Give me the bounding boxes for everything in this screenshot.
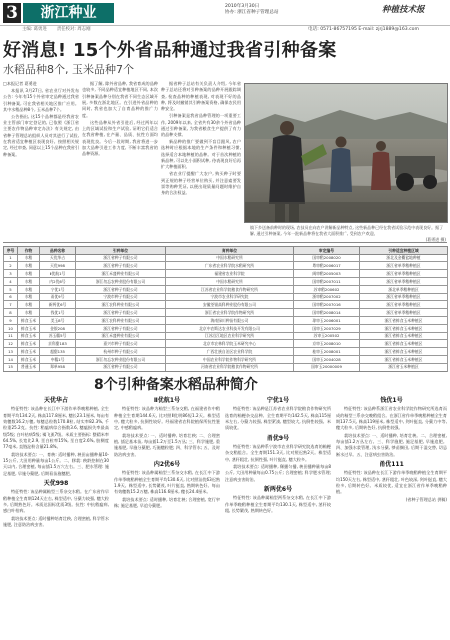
table-cell: 国审玉2007029 [294,324,360,332]
table-cell: 4 [4,278,18,286]
table-cell: 浙江省种子有限公司 [76,254,166,262]
header-meta [225,4,365,16]
variety-title: 甬优9号 [266,434,290,442]
table-row [4,356,448,364]
table-header-row [4,247,448,255]
table-cell: 浙江省种子有限公司 [76,262,166,270]
co-host: 协办: 浙江省种子管理总站 [225,10,279,16]
table-cell: 8 [4,309,18,317]
table-cell: 浙江省单季稻种植区 [360,309,448,317]
table-body [4,254,448,371]
table-row [4,301,448,309]
variety-text: 特征特性: 该品种在长江下游作单季晚稻种植全生育期平均150天左右, 株型适中, 茎秆粗壮, 叶色较深, 剑叶挺直, 穗大粒多, 后期转色好。米质较优, 适宜在浙江省作单季晚稻种植。 [336,470,447,495]
table-cell: 江苏省农业科学院粮食作物研究所 [166,285,294,293]
variety-text: 栽培技术要点: 一、育秧: 适时播种, 秧田亩播种量10-15公斤, 大田用种量每亩1公斤。二、移栽: 秧龄控制在30天以内, 合理密植, 每亩插1.5万穴左右。三、肥水管理: 施足基肥, 早施分蘖肥, 后期看苗施穗肥。 [3,451,109,476]
section-title: 浙江种业 [23,3,114,23]
lead-para: 这些品种从外省引进后, 经过两年以上的区域试验和生产试验, 证明它们适合在我省种植, 在产量、品质、抗性方面均表现优良。今后一段时期, 我省将进一步加大品种引进工作力度, 不断丰富我省的品种资源。 [82,119,158,157]
lead-para: 据省种子总站有关负责人介绍, 今年省种子总站还将对引种备案的品种开展跟踪调查, 检查品种的种植表现, 对表现不好的品种, 将及时撤销其引种备案资格, 确保农民用种安全。 [161,81,241,112]
table-cell: 浙江省单季稻种植区 [360,293,448,301]
lead-col-3 [161,81,241,241]
table-cell: 水稻 [18,309,40,317]
lead-para: 引种备案是我省品种管理的一项重要工作, 2009年以来, 全省共有30余个外省品种通过引种备案, 为我省粮食生产提供了有力的品种支撑。 [161,113,241,138]
table-cell: 2 [4,262,18,270]
table-cell: 水稻 [18,262,40,270]
variety-text: 特征特性: 该品种在长江中下游作单季晚稻种植, 全生育期平均134.2天, 株高117.8厘米, 穗长23.1厘米, 每亩有效穗数16.2万穗, 每穗总粒数170.8粒, 结实率82.3%, 千粒重25.2克。抗性: 稻瘟病综合指数3.6, 穗瘟损失率最高级5级; 白叶枯病5级; 褐飞虱7级。米质主要指标: 整精米率64.5%, 长宽比2.9, 垩白粒率15%, 垩白度2.6%, 胶稠度77毫米, 直链淀粉含量21.8%。 [3,406,109,450]
table-cell: 闽审稻2005003 [294,270,360,278]
bottom-col-4 [336,394,447,640]
variety-title: 宁优1号 [266,397,290,404]
issue-date: 2010年3月30日 [225,4,260,9]
table-cell: 水稻 [18,270,40,278]
table-cell: 天优998 [40,262,76,270]
table-cell: 琼审玉2006001 [294,317,360,325]
variety-text: 栽培技术要点: 适时播种培育壮秧, 合理密植, 科学管水施肥, 注意防治病虫害。 [3,515,109,528]
table-cell: 浙江省单季稻种植区 [360,278,448,286]
table-cell: 6 [4,293,18,301]
table-cell: 浙江勿忘农种业股份有限公司 [76,356,166,364]
variety-title: 天优华占 [43,397,68,404]
variety-text: 特征特性: 该品种属籼型三系杂交水稻。在广东省作早稻种植全生育期124天左右, 株型适中, 分蘖力较强, 穗大粒多, 后期熟色好。米质达国标优质3级。抗性: 中抗稻瘟病, 感白叶枯病。 [3,489,109,514]
table-cell: 普通玉米 [18,363,40,371]
table-cell: 国审稻2007011 [294,278,360,286]
variety-text: 特征特性: 该品种为籼型三系杂交稻, 在福建省作中稻种植全生育期144.6天, 比对照Ⅱ优明86短1.2天。株型适中, 穗大粒多, 抗倒性较好。经福建省农科院植保所抗性鉴定, 中感稻瘟病。 [114,406,220,431]
table-cell: 国审稻2007016 [294,301,360,309]
table-cell: 京审玉2008010 [294,340,360,348]
table-cell: 福建省农业科学院 [166,270,294,278]
lead-col-2 [82,81,158,241]
variety-title: 钱优1号 [380,397,403,404]
table-cell: 浙江省种子有限公司 [76,309,166,317]
table-header-cell: 引种单位 [76,247,166,255]
table-cell: 天优华占 [40,254,76,262]
table-cell: 浙江省单季稻种植区 [360,270,448,278]
table-cell: 桂审玉2008001 [294,348,360,356]
table-cell: 浙江省农业科学院作物研究所 [166,309,294,317]
lead-para: 公告指出, 这15个品种都是经我省农业主管部门审定登记的, 已依照《浙江省主要农作物品种审定办法》有关规定, 由省种子管理总站组织人员对其进行了试验, 在我省适宜种植区表现良好。按照相关规定, 经过审查, 同意以上15个品种在我省引种备案。 [3,113,79,157]
table-cell: 水稻 [18,254,40,262]
contact-line[interactable]: 电话: 0571-86757195 E-mail: zjrj1889@163.com [308,27,419,32]
table-cell: 浙江禾盛种业有限公司 [76,270,166,278]
table-cell: 苏玉糯5号 [40,332,76,340]
table-cell: 广东省农业科学院水稻研究所 [166,262,294,270]
table-cell: 内2优6号 [40,278,76,286]
table-header-cell: 审定编号 [294,247,360,255]
table-row [4,309,448,317]
table-cell: 海南绿川种苗有限公司 [166,317,294,325]
table-cell: 浙江省鲜食玉米种植区 [360,332,448,340]
table-cell: 浙江省鲜食玉米种植区 [360,324,448,332]
varieties-table [3,246,448,372]
table-cell: 江苏沿江地区农业科学研究所 [166,332,294,340]
table-cell: 浙江省单季稻种植区 [360,301,448,309]
bottom-col-2 [114,394,220,640]
table-cell: 中国水稻研究所 [166,254,294,262]
table-cell: 浙江省种子有限公司 [76,324,166,332]
table-cell: 浙江农科种业有限公司 [76,301,166,309]
table-cell: 钱优1号 [40,309,76,317]
lead-headline: 好消息! 15个外省品种通过我省引种备案 [3,40,337,61]
lead-col-1 [3,81,79,241]
table-row [4,293,448,301]
table-cell: 国审玉20000009 [294,363,360,371]
variety-text: 特征特性: 该品种属籼型三系杂交水稻, 在长江中下游作单季晚稻种植全生育期平均130.6天, 比对照汕优63迟熟1.9天。株型适中, 长势繁茂, 叶片挺直, 熟期转色好。每亩有效穗数15.2万穗, 株高116.6厘米, 穗长24.4厘米。 [114,470,220,495]
table-row [4,348,448,356]
table-header-cell: 品种名称 [40,247,76,255]
table-cell: 河南省农业科学院粮食作物研究所 [166,363,294,371]
table-row [4,270,448,278]
table-cell: 14 [4,356,18,364]
table-row [4,262,448,270]
table-cell: 苏审玉200502 [294,332,360,340]
table-row [4,324,448,332]
table-cell: 鲜食玉米 [18,332,40,340]
photo-credit: (葛勇进 摄) [425,237,446,242]
table-cell: 广西壮族自治区农业科学院 [166,348,294,356]
table-cell: 5 [4,285,18,293]
table-cell: 鲜食玉米 [18,356,40,364]
table-cell: 中糯1号 [40,356,76,364]
table-row [4,317,448,325]
table-cell: 浙江省种子有限公司 [76,285,166,293]
table-cell: 浙江省玉米种植区 [360,363,448,371]
bottom-col-1 [3,394,109,640]
variety-text: 特征特性: 该品种系浙江省农业科学院作物研究所选育而成的籼型三系杂交晚稻组合。在浙江省作单季晚稻种植全生育期137.5天, 株高119厘米, 株型适中, 剑叶挺直, 分蘖力中等, 穗大粒多, 后期转色好, 抗倒性较强。 [336,406,447,431]
table-cell: 浙江省种子有限公司 [76,363,166,371]
variety-title: Ⅱ优航1号 [153,397,181,404]
table-cell: 浙江省鲜食玉米种植区 [360,348,448,356]
table-cell: 嘉兴市种子有限公司 [76,340,166,348]
editor-line [22,27,90,33]
table-cell: 3 [4,270,18,278]
table-cell: 13 [4,348,18,356]
variety-text: 栽培技术要点: 一、适时播种, 培育壮秧。二、合理密植, 每亩插1.2万丛左右。三、科学施肥, 施足基肥, 早施追肥。四、加强水浆管理, 浅水分蘖, 够苗搁田, 后期干湿交替, 切忌断水过早。五、注意病虫害防治。 [336,432,447,457]
variety-title: 内2优6号 [153,461,181,469]
table-cell: 鲜食玉米 [18,324,40,332]
table-row [4,332,448,340]
divider [3,242,447,243]
table-cell: Ⅱ优航1号 [40,270,76,278]
table-cell: 9 [4,317,18,325]
table-cell: 国审稻2008014 [294,309,360,317]
table-cell: 安徽荃银高科种业股份有限公司 [166,301,294,309]
table-cell: 鲜食玉米 [18,348,40,356]
variety-text: 栽培技术要点: 适时播种, 培育壮秧; 合理密植, 宽行窄株; 施足基肥, 早追分蘖肥。 [114,496,220,509]
table-cell: 北京中农斯达农业科技开发有限公司 [166,324,294,332]
table-row [4,363,448,371]
table-cell: 浙江禾盛种业有限公司 [76,332,166,340]
table-cell: 鲜食玉米 [18,340,40,348]
variety-title: 新两优6号 [263,486,293,494]
variety-text: 特征特性: 该品种系宁波市农业科学研究院选育的籼粳杂交稻组合。全生育期151.3天, 比对照迟熟2天。株型适中, 茎秆粗壮, 抗倒性强, 叶片挺直, 穗大粒多。 [225,443,331,462]
lead-para: 本报讯 3月27日, 省农业厅对外发布公告: 今年有15个外省审定品种通过我省引种备案, 可在我省相关地区推广应用。其中水稻品种8个, 玉米品种7个。 [3,87,79,112]
table-cell: 水稻 [18,293,40,301]
table-header-cell: 引种适宜种植区域 [360,247,448,255]
article-footer: (省种子管理总站 供稿) [405,496,447,502]
table-row [4,254,448,262]
table-cell: 浙北单季稻种植区 [360,285,448,293]
page-header [0,0,450,26]
table-cell: 浙江省单季稻种植区 [360,262,448,270]
table-cell: 浙江勿忘农种业股份有限公司 [76,278,166,286]
table-cell: 郑单958 [40,363,76,371]
lead-subhead: 水稻品种8个, 玉米品种7个 [3,63,134,76]
variety-text: 栽培技术要点: 一、适时播种, 培育壮秧; 二、合理密植, 插足基本苗, 每亩插1.2万至1.5万丛; 三、科学施肥, 重施基肥, 早施分蘖肥, 巧施穗粒肥; 四、科学管水; 五、及时防治病虫害。 [114,432,220,457]
farmers-field-photo [245,84,448,223]
table-cell: 宁波市农业科学研究院 [166,293,294,301]
table-cell: 水稻 [18,278,40,286]
variety-text: 特征特性: 该品种是江苏省农业科学院粮食作物研究所选育的籼粳杂交品种。全生育期平均142.5天, 株高115厘米左右, 分蘖力较强, 株型紧凑, 穗型较大, 抗倒性较强。米质较优。 [225,406,331,431]
table-cell: 宁波市种子有限公司 [76,293,166,301]
table-cell: 金银208 [40,324,76,332]
variety-title: 天优998 [43,480,69,488]
lead-para: 新品种的推广要做到不盲目跟风, 农户选种时应根据本地的生产条件和种植习惯, 选择适合本地种植的品种。对于首次种植的新品种, 可以先小面积试种, 待表现良好后再扩大种植面积。 [161,139,241,170]
lead-photo [244,83,448,223]
table-cell: 浙江省鲜食玉米种植区 [360,356,448,364]
table-cell: 超甜135 [40,348,76,356]
table-cell: 鲜食玉米 [18,317,40,325]
table-cell: 浙江省鲜食玉米种植区 [360,340,448,348]
masthead-logo: 种植技术报 [382,5,425,15]
table-cell: 京科甜183 [40,340,76,348]
table-cell: 甬优9号 [40,293,76,301]
table-cell: 浙江省鲜食玉米种植区 [360,317,448,325]
editor: 主编: 葛勇进 [22,27,47,32]
table-cell: 新两优6号 [40,301,76,309]
byline: □本报记者 葛勇进 [3,81,37,86]
lead-para: 省农业厅提醒广大农户, 购买种子时要到正规的种子经营单位购买, 并注意索要发票等购种凭证, 以便出现质量问题时维护自身的合法权益。 [161,171,241,196]
table-cell: 美玉8号 [40,317,76,325]
table-row [4,285,448,293]
table-cell: 宁优1号 [40,285,76,293]
divider [3,371,447,372]
variety-text: 特征特性: 该品种属籼型两系杂交水稻, 在长江中下游作单季晚稻种植全生育期平均130.1天, 株型适中, 茎秆较粗, 长势繁茂, 熟期转色好。 [225,495,331,514]
variety-text: 栽培技术要点: 适时播种, 稀播匀播, 秧田播种量每亩8公斤, 大田用种量每亩0.75公斤; 合理密植; 科学肥水管理; 注意病虫害防治。 [225,464,331,482]
table-cell: 浙北及金衢盆地种植 [360,254,448,262]
table-row [4,340,448,348]
lead-para: 据了解, 除外省品种, 我省育成的品种也较多, 不同品种适宜种植地区不同, 本次引种备案品种分别在我省不同生态区域开展, 多数在浙北地区。在引进外省品种的同时, 我省也加大了自育品种的推广力度。 [82,81,158,118]
table-cell: 中国水稻研究所 [166,278,294,286]
table-cell: 15 [4,363,18,371]
table-cell: 北京市农林科学院玉米研究中心 [166,340,294,348]
table-header-cell: 作物 [18,247,40,255]
table-cell: 苏审稻200602 [294,285,360,293]
caption-text: 镇下乡送备前种时的现场, 农技员在向农户讲解新品种特点, 这些新品种已经在我省试验示范中表现良好。据了解, 通过引种备案, 今年一批新品种将在我省大面积推广, 受到农户欢迎。 [250,225,444,236]
table-cell: 国审玉2004028 [294,356,360,364]
table-cell: 水稻 [18,285,40,293]
table-cell: 1 [4,254,18,262]
section-heading: 8个引种备案水稻品种简介 [94,377,258,393]
table-cell: 10 [4,324,18,332]
page-number: 3 [3,3,21,23]
proofreader: 责任校对: 周志刚 [56,27,91,32]
table-cell: 浙审稻2007002 [294,293,360,301]
table-cell: 11 [4,332,18,340]
table-cell: 12 [4,340,18,348]
variety-title: 甬优111 [379,461,404,469]
table-row [4,278,448,286]
photo-caption [250,225,446,243]
table-header-cell: 序号 [4,247,18,255]
table-cell: 粤审稻2006017 [294,262,360,270]
table-cell: 中国农业科学院作物科学研究所 [166,356,294,364]
table-cell: 浙江农科种业有限公司 [76,317,166,325]
table-cell: 7 [4,301,18,309]
table-cell: 国审稻2008020 [294,254,360,262]
table-cell: 水稻 [18,301,40,309]
table-cell: 杭州市种子有限公司 [76,348,166,356]
bottom-col-3 [225,394,331,640]
table-header-cell: 育种单位 [166,247,294,255]
